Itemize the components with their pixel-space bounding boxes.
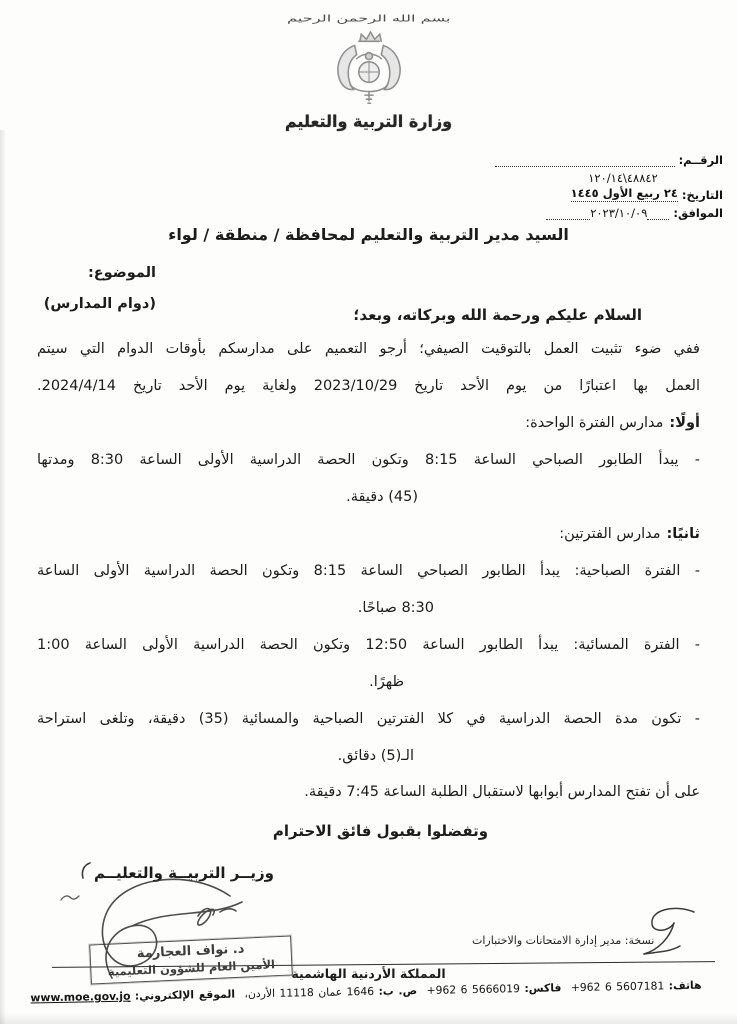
stamp-name: د. نواف العجارمة [136, 941, 245, 962]
letterhead [0, 0, 737, 131]
subject-label: الموضوع: [87, 265, 156, 281]
morning-shift-line-2: 8:30 صباحًا. [357, 600, 434, 616]
ref-dots-right [647, 208, 669, 220]
ref-date-hijri: ٢٤ ربيع الأول ١٤٤٥ [570, 186, 678, 200]
ref-dots-left [546, 208, 590, 220]
pobox-value: 1646 [346, 984, 375, 999]
ref-gregorian-row [495, 205, 723, 220]
ref-number-label: الرقــم: [678, 153, 723, 167]
section-one-title: مدارس الفترة الواحدة: [525, 415, 664, 431]
compliment-close-line: وتفضلوا بقبول فائق الاحترام [272, 822, 489, 840]
ref-date-row [495, 186, 723, 202]
minister-signature-scribble [70, 874, 280, 992]
fax-value: +962 6 5666019 [426, 982, 521, 997]
ref-date-gregorian: ٢٠٢٣/١٠/٠٩ [590, 206, 648, 220]
intro-line-1: ففي ضوء تثبيت العمل بالتوقيت الصيفي؛ أرجو التعميم على مدارسكم بأوقات الدوام التي سيتم [37, 341, 700, 357]
ref-date-label: التاريخ: [681, 188, 723, 202]
ref-number-value: ٤٨٨٤٢\١٢٠/١٤ [588, 171, 658, 185]
fax-label: فاكس: [524, 981, 562, 996]
city-text: عمان 11118 الأردن، [244, 985, 343, 1001]
single-shift-item-line-2: (45) دقيقة. [346, 489, 418, 505]
ref-number-value-row [495, 170, 723, 185]
evening-shift-line-2: ظهرًا. [369, 674, 404, 690]
reference-block [495, 152, 723, 223]
ministry-name-calligraphy: وزارة التربية والتعليم [284, 111, 453, 132]
kingdom-name: المملكة الأردنية الهاشمية [291, 966, 446, 981]
jordan-coat-of-arms-emblem [319, 28, 419, 112]
evening-shift-line-1: - الفترة المسائية: يبدأ الطابور الساعة 12:50 وتكون الحصة الدراسية الأولى الساعة 1:00 [37, 637, 700, 653]
section-one-heading [37, 412, 700, 435]
subject-value: (دوام المدارس) [43, 296, 156, 313]
section-two-label: ثانيًا: [666, 526, 700, 542]
scan-bottom-shadow [0, 1012, 737, 1024]
section-one-label: أولًا: [669, 415, 700, 431]
website-url: www.moe.gov.jo [30, 989, 131, 1005]
website-label: الموقع الإلكتروني: [134, 987, 236, 1003]
stamp-title: الأمين العام للشؤون التعليمية [107, 957, 276, 979]
lesson-duration-line-1: - تكون مدة الحصة الدراسية في كلا الفترتين الصباحية والمسائية (35) دقيقة، وتلغى استراحة [37, 711, 701, 727]
ref-number-dotted-line [495, 155, 675, 167]
lesson-duration-line-2: الـ(5) دقائق. [337, 748, 414, 764]
section-two-heading [37, 523, 700, 546]
doors-open-note: على أن تفتح المدارس أبوابها لاستقبال الطلبة الساعة 7:45 دقيقة. [304, 784, 700, 800]
signer-title: وزيــر التربيــة والتعليــم [94, 864, 274, 882]
pen-check-mark [636, 902, 702, 960]
section-two-title: مدارس الفترتين: [559, 526, 661, 542]
copy-note: نسخة: مدير إدارة الامتحانات والاختبارات [472, 934, 655, 947]
basmala-text: بسم الله الرحمن الرحيم [286, 13, 451, 25]
phone-value: +962 6 5607181 [570, 979, 665, 995]
subject-block [30, 258, 156, 320]
recipient-line: السيد مدير التربية والتعليم لمحافظة / منطقة / لواء [168, 225, 569, 244]
phone-label: هاتف: [668, 978, 702, 993]
single-shift-item-line-1: - يبدأ الطابور الصباحي الساعة 8:15 وتكون الحصة الدراسية الأولى الساعة 8:30 ومدتها [37, 452, 700, 468]
ref-equivalent-label: الموافق: [673, 206, 723, 220]
salutation-line: السلام عليكم ورحمة الله وبركاته، وبعد؛ [353, 306, 642, 324]
ref-number-row [495, 152, 723, 167]
letter-body [0, 225, 737, 840]
morning-shift-line-1: - الفترة الصباحية: يبدأ الطابور الصباحي الساعة 8:15 وتكون الحصة الدراسية الأولى الساعة [37, 563, 700, 579]
intro-line-2: العمل بها اعتبارًا من يوم الأحد تاريخ 2023/10/29 ولغاية يوم الأحد تاريخ 2024/4/14. [37, 378, 701, 394]
pobox-label: ص. ب: [378, 984, 418, 998]
